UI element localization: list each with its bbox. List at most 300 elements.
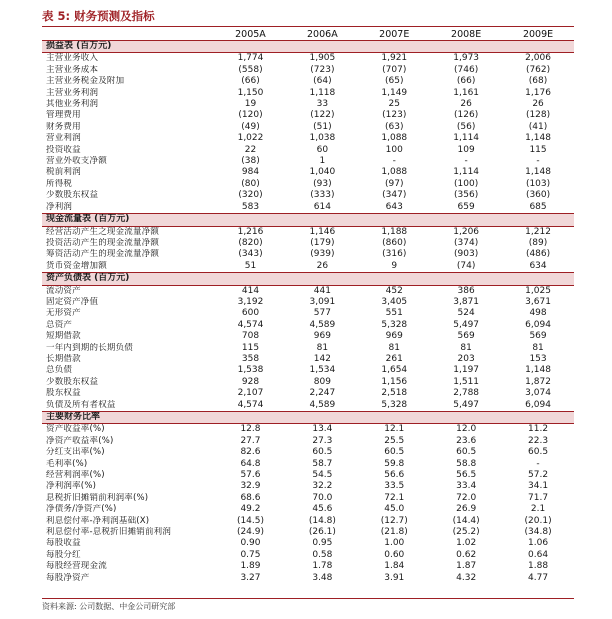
table-row — [42, 331, 574, 342]
value-cell: 569 — [457, 331, 475, 342]
financial-forecast-table — [42, 28, 574, 584]
value-cell: 3,405 — [381, 296, 408, 307]
value-cell: (97) — [385, 178, 404, 189]
value-cell: 1,148 — [525, 365, 551, 376]
section-header-row — [42, 41, 574, 53]
table-row — [42, 436, 574, 447]
table-row — [42, 145, 574, 156]
value-cell: 0.90 — [240, 538, 261, 549]
value-cell: (64) — [313, 76, 332, 87]
row-label: 投资活动产生的现金流量净额 — [46, 237, 160, 248]
value-cell: (746) — [454, 64, 479, 75]
row-label: 流动资产 — [46, 285, 81, 296]
value-cell: 58.7 — [312, 458, 333, 469]
value-cell: 600 — [241, 308, 260, 319]
value-cell: (66) — [241, 76, 260, 87]
value-cell: 12.0 — [456, 424, 477, 435]
value-cell: 153 — [529, 353, 547, 364]
value-cell: 45.6 — [312, 504, 333, 515]
value-cell: (20.1) — [524, 515, 552, 526]
value-cell: 969 — [313, 331, 331, 342]
header-label-cell — [42, 28, 215, 41]
row-label: 主营业务税金及附加 — [46, 76, 125, 87]
value-cell: (89) — [528, 237, 548, 248]
value-cell: (24.9) — [236, 527, 264, 538]
value-cell: 1.88 — [528, 561, 549, 572]
row-label: 营业外收支净额 — [46, 156, 107, 167]
value-cell: 928 — [241, 376, 260, 387]
row-label: 无形资产 — [46, 308, 81, 319]
table-row — [42, 65, 574, 76]
value-cell: (38) — [241, 156, 260, 167]
source-note: 资料来源: 公司数据、中金公司研究部 — [42, 602, 176, 611]
value-cell: 3.48 — [312, 572, 333, 583]
value-cell: 1.06 — [528, 538, 549, 549]
row-label: 所得税 — [46, 178, 73, 189]
row-label: 一年内到期的长期负债 — [46, 342, 134, 353]
value-cell: 1.89 — [240, 561, 261, 572]
value-cell: 4.32 — [456, 572, 477, 583]
row-label: 总资产 — [46, 319, 73, 330]
value-cell: 984 — [241, 167, 260, 178]
value-cell: 414 — [241, 285, 260, 296]
value-cell: 1,197 — [453, 365, 480, 376]
value-cell: 0.95 — [312, 538, 333, 549]
table-row — [42, 133, 574, 144]
value-cell: 4,589 — [309, 399, 336, 410]
value-cell: (26.1) — [308, 527, 336, 538]
table-row — [42, 202, 574, 214]
value-cell: 115 — [529, 144, 547, 155]
table-row — [42, 167, 574, 178]
value-cell: (558) — [238, 64, 263, 75]
value-cell: 969 — [385, 331, 403, 342]
table-row — [42, 190, 574, 201]
row-label: 税前利润 — [46, 167, 81, 178]
value-cell: 23.6 — [456, 435, 477, 446]
value-cell: (14.8) — [308, 515, 336, 526]
row-label: 长期借款 — [46, 353, 81, 364]
value-cell: 583 — [241, 201, 260, 212]
table-row — [42, 53, 574, 65]
row-label: 营业利润 — [46, 133, 81, 144]
value-cell: (374) — [454, 237, 479, 248]
value-cell: 3,671 — [525, 296, 551, 307]
row-label: 利息偿付率-净利润基础(X) — [46, 515, 150, 526]
value-cell: - — [536, 156, 540, 167]
column-header: 2006A — [286, 28, 358, 41]
value-cell: (123) — [382, 110, 407, 121]
table-row — [42, 504, 574, 515]
table-row — [42, 527, 574, 538]
table-row — [42, 459, 574, 470]
value-cell: 13.4 — [312, 424, 333, 435]
table-row — [42, 447, 574, 458]
row-label: 其他业务利润 — [46, 99, 99, 110]
value-cell: 1.78 — [312, 561, 333, 572]
source-divider — [42, 598, 574, 599]
value-cell: 261 — [385, 353, 403, 364]
value-cell: 5,328 — [381, 399, 408, 410]
value-cell: 60.5 — [312, 447, 333, 458]
value-cell: 441 — [313, 285, 331, 296]
row-label: 少数股东权益 — [46, 376, 99, 387]
value-cell: 4,589 — [309, 319, 336, 330]
value-cell: (25.2) — [452, 527, 480, 538]
value-cell: 3,871 — [453, 296, 480, 307]
value-cell: 22 — [244, 144, 257, 155]
value-cell: (320) — [238, 190, 263, 201]
value-cell: 72.1 — [384, 492, 405, 503]
value-cell: 1,118 — [309, 87, 336, 98]
value-cell: 634 — [529, 260, 547, 271]
value-cell: 26 — [532, 99, 544, 110]
value-cell: 1,216 — [237, 226, 264, 237]
value-cell: (347) — [382, 190, 407, 201]
value-cell: 27.7 — [240, 435, 261, 446]
value-cell: (316) — [382, 249, 407, 260]
value-cell: 452 — [385, 285, 403, 296]
value-cell: 142 — [313, 353, 331, 364]
value-cell: (939) — [310, 249, 335, 260]
value-cell: 1,038 — [309, 133, 336, 144]
value-cell: - — [536, 458, 540, 469]
value-cell: 60.5 — [528, 447, 549, 458]
value-cell: 614 — [313, 201, 331, 212]
value-cell: (860) — [382, 237, 407, 248]
value-cell: 59.8 — [384, 458, 405, 469]
table-row — [42, 365, 574, 376]
value-cell: (723) — [310, 64, 335, 75]
title-divider — [42, 26, 574, 27]
value-cell: 22.3 — [528, 435, 549, 446]
value-cell: 1,161 — [453, 87, 480, 98]
row-label: 毛利率(%) — [46, 458, 88, 469]
row-label: 分红支出率(%) — [46, 447, 105, 458]
table-row — [42, 110, 574, 121]
value-cell: 12.8 — [240, 424, 261, 435]
value-cell: 26 — [316, 260, 329, 271]
value-cell: (122) — [310, 110, 335, 121]
value-cell: (14.5) — [236, 515, 264, 526]
value-cell: 26.9 — [456, 504, 477, 515]
value-cell: 3.27 — [240, 572, 261, 583]
value-cell: 1.00 — [384, 538, 405, 549]
value-cell: 60.5 — [456, 447, 477, 458]
value-cell: 0.62 — [456, 549, 477, 560]
value-cell: (41) — [528, 121, 548, 132]
value-cell: (333) — [310, 190, 335, 201]
value-cell: 3,091 — [309, 296, 336, 307]
value-cell: 1,188 — [381, 226, 408, 237]
value-cell: (65) — [385, 76, 404, 87]
value-cell: 1,654 — [381, 365, 408, 376]
value-cell: 12.1 — [384, 424, 405, 435]
table-row — [42, 424, 574, 436]
table-row — [42, 573, 574, 584]
value-cell: 33.5 — [384, 481, 405, 492]
section-title: 主要财务比率 — [42, 412, 574, 424]
row-label: 每股净资产 — [46, 572, 90, 583]
value-cell: (360) — [525, 190, 551, 201]
value-cell: 1,212 — [525, 226, 551, 237]
row-label: 资产收益率(%) — [46, 424, 105, 435]
value-cell: 524 — [457, 308, 475, 319]
value-cell: 3.91 — [384, 572, 405, 583]
row-label: 总负债 — [46, 365, 73, 376]
value-cell: 3,192 — [237, 296, 264, 307]
value-cell: 1,206 — [453, 226, 480, 237]
value-cell: 25 — [388, 99, 400, 110]
table-row — [42, 238, 574, 249]
section-header-row — [42, 412, 574, 424]
value-cell: (21.8) — [380, 527, 408, 538]
value-cell: 81 — [460, 342, 472, 353]
value-cell: 685 — [529, 201, 547, 212]
section-title: 资产负债表 (百万元) — [42, 273, 574, 285]
row-label: 负债及所有者权益 — [46, 399, 116, 410]
value-cell: 1.84 — [384, 561, 405, 572]
value-cell: 5,497 — [453, 319, 480, 330]
value-cell: (12.7) — [380, 515, 408, 526]
value-cell: (56) — [456, 121, 476, 132]
table-row — [42, 249, 574, 260]
table-row — [42, 481, 574, 492]
value-cell: (103) — [525, 178, 551, 189]
value-cell: (100) — [454, 178, 479, 189]
value-cell: 3,074 — [525, 388, 551, 399]
value-cell: (356) — [454, 190, 479, 201]
value-cell: 27.3 — [312, 435, 333, 446]
value-cell: 0.75 — [240, 549, 261, 560]
header-row — [42, 28, 574, 41]
value-cell: 2,518 — [381, 388, 408, 399]
value-cell: 569 — [529, 331, 547, 342]
table-row — [42, 285, 574, 297]
row-label: 少数股东权益 — [46, 190, 99, 201]
row-label: 每股分红 — [46, 549, 81, 560]
row-label: 经营活动产生之现金流量净额 — [46, 226, 160, 237]
table-row — [42, 354, 574, 365]
value-cell: (14.4) — [452, 515, 480, 526]
value-cell: 6,094 — [525, 399, 551, 410]
value-cell: 0.60 — [384, 549, 405, 560]
value-cell: 551 — [385, 308, 403, 319]
table-row — [42, 470, 574, 481]
value-cell: 32.9 — [240, 481, 261, 492]
value-cell: (820) — [238, 237, 263, 248]
value-cell: 1,146 — [309, 226, 336, 237]
value-cell: (120) — [238, 110, 263, 121]
value-cell: 4,574 — [237, 319, 264, 330]
row-label: 主营业务成本 — [46, 64, 99, 75]
value-cell: 0.64 — [528, 549, 549, 560]
value-cell: (126) — [454, 110, 479, 121]
value-cell: (343) — [238, 249, 263, 260]
value-cell: 6,094 — [525, 319, 551, 330]
value-cell: (63) — [385, 121, 404, 132]
value-cell: 1,088 — [381, 167, 408, 178]
value-cell: 71.7 — [528, 492, 549, 503]
value-cell: 498 — [529, 308, 547, 319]
value-cell: (179) — [310, 237, 335, 248]
table-row — [42, 261, 574, 273]
value-cell: 1,905 — [309, 53, 336, 64]
value-cell: 1,114 — [453, 133, 480, 144]
value-cell: 1,511 — [453, 376, 480, 387]
table-row — [42, 122, 574, 133]
value-cell: 577 — [313, 308, 331, 319]
value-cell: 2.1 — [530, 504, 546, 515]
section-header-row — [42, 273, 574, 285]
value-cell: (66) — [456, 76, 476, 87]
value-cell: 19 — [244, 99, 257, 110]
value-cell: - — [464, 156, 468, 167]
value-cell: 56.5 — [456, 470, 477, 481]
value-cell: 54.5 — [312, 470, 333, 481]
value-cell: 2,247 — [309, 388, 336, 399]
value-cell: 33.4 — [456, 481, 477, 492]
value-cell: 49.2 — [240, 504, 261, 515]
value-cell: 5,497 — [453, 399, 480, 410]
value-cell: 4,574 — [237, 399, 264, 410]
value-cell: 659 — [457, 201, 475, 212]
value-cell: 51 — [244, 260, 257, 271]
row-label: 货币资金增加额 — [46, 260, 107, 271]
value-cell: 809 — [313, 376, 331, 387]
row-label: 主营业务收入 — [46, 53, 99, 64]
table-body — [42, 41, 574, 585]
value-cell: 1.02 — [456, 538, 477, 549]
section-title: 现金流量表 (百万元) — [42, 214, 574, 226]
row-label: 经营利润率(%) — [46, 470, 105, 481]
value-cell: 386 — [457, 285, 475, 296]
value-cell: 1,774 — [237, 53, 264, 64]
value-cell: 1,973 — [453, 53, 480, 64]
column-header: 2005A — [215, 28, 287, 41]
value-cell: 72.0 — [456, 492, 477, 503]
table-row — [42, 156, 574, 167]
row-label: 净利润 — [46, 201, 73, 212]
value-cell: (93) — [313, 178, 332, 189]
row-label: 投资收益 — [46, 144, 81, 155]
section-header-row — [42, 214, 574, 226]
column-header: 2008E — [430, 28, 502, 41]
value-cell: 115 — [241, 342, 260, 353]
value-cell: 1,534 — [309, 365, 336, 376]
table-row — [42, 538, 574, 549]
value-cell: 60 — [316, 144, 329, 155]
table-title: 表 5: 财务预测及指标 — [42, 9, 155, 23]
value-cell: 33 — [316, 99, 329, 110]
value-cell: (707) — [382, 64, 407, 75]
row-label: 主营业务利润 — [46, 87, 99, 98]
value-cell: 64.8 — [240, 458, 261, 469]
value-cell: 1,921 — [381, 53, 408, 64]
value-cell: - — [392, 156, 396, 167]
table-row — [42, 297, 574, 308]
value-cell: (68) — [528, 76, 548, 87]
table-row — [42, 226, 574, 238]
table-row — [42, 320, 574, 331]
table-row — [42, 516, 574, 527]
table-row — [42, 400, 574, 412]
value-cell: 60.5 — [384, 447, 405, 458]
table-row — [42, 343, 574, 354]
value-cell: 2,006 — [525, 53, 551, 64]
row-label: 净债务/净资产(%) — [46, 504, 117, 515]
value-cell: 25.5 — [384, 435, 405, 446]
value-cell: 82.6 — [240, 447, 261, 458]
value-cell: 34.1 — [528, 481, 549, 492]
value-cell: 81 — [532, 342, 544, 353]
table-row — [42, 388, 574, 399]
row-label: 短期借款 — [46, 331, 81, 342]
value-cell: 0.58 — [312, 549, 333, 560]
value-cell: 26 — [460, 99, 472, 110]
value-cell: 1,040 — [309, 167, 336, 178]
value-cell: 5,328 — [381, 319, 408, 330]
value-cell: 1,872 — [525, 376, 551, 387]
table-row — [42, 561, 574, 572]
row-label: 筹资活动产生的现金流量净额 — [46, 249, 160, 260]
value-cell: 1,114 — [453, 167, 480, 178]
value-cell: (49) — [241, 121, 260, 132]
value-cell: 1 — [319, 156, 326, 167]
table-row — [42, 493, 574, 504]
value-cell: 2,107 — [237, 388, 264, 399]
value-cell: (74) — [456, 260, 476, 271]
value-cell: 1,156 — [381, 376, 408, 387]
value-cell: 109 — [457, 144, 475, 155]
column-header: 2009E — [502, 28, 574, 41]
value-cell: 203 — [457, 353, 475, 364]
value-cell: 81 — [388, 342, 400, 353]
value-cell: 9 — [391, 260, 398, 271]
section-title: 损益表 (百万元) — [42, 41, 574, 53]
value-cell: 100 — [385, 144, 403, 155]
value-cell: 57.6 — [240, 470, 261, 481]
value-cell: 45.0 — [384, 504, 405, 515]
table-row — [42, 550, 574, 561]
value-cell: (51) — [313, 121, 332, 132]
table-row — [42, 179, 574, 190]
row-label: 固定资产净值 — [46, 296, 99, 307]
row-label: 管理费用 — [46, 110, 81, 121]
row-label: 息税折旧摊销前利润率(%) — [46, 492, 149, 503]
value-cell: 1,176 — [525, 87, 551, 98]
value-cell: 4.77 — [528, 572, 549, 583]
value-cell: 358 — [241, 353, 260, 364]
row-label: 净利润率(%) — [46, 481, 97, 492]
column-header: 2007E — [358, 28, 430, 41]
row-label: 利息偿付率-息税折旧摊销前利润 — [46, 527, 172, 538]
value-cell: 1,149 — [381, 87, 408, 98]
value-cell: 1,538 — [237, 365, 264, 376]
value-cell: 56.6 — [384, 470, 405, 481]
value-cell: 2,788 — [453, 388, 480, 399]
value-cell: (128) — [525, 110, 551, 121]
value-cell: 32.2 — [312, 481, 333, 492]
value-cell: 1,150 — [237, 87, 264, 98]
row-label: 每股收益 — [46, 538, 81, 549]
value-cell: 68.6 — [240, 492, 261, 503]
value-cell: 70.0 — [312, 492, 333, 503]
value-cell: 1,148 — [525, 167, 551, 178]
value-cell: (34.8) — [524, 527, 552, 538]
value-cell: 57.2 — [528, 470, 549, 481]
row-label: 每股经营现金流 — [46, 561, 107, 572]
